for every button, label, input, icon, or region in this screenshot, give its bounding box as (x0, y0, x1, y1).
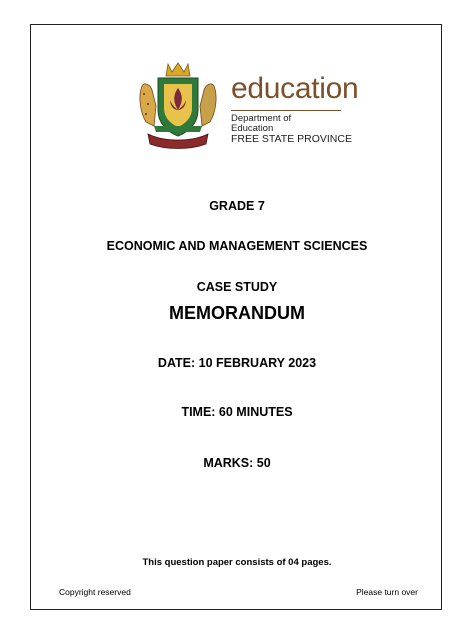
page-count-note: This question paper consists of 04 pages. (142, 557, 332, 568)
document-title: MEMORANDUM (169, 303, 305, 323)
copyright-footer: Copyright reserved (59, 587, 131, 597)
coat-of-arms-logo (134, 60, 222, 152)
department-line-2: Education (231, 123, 274, 134)
exam-time: TIME: 60 MINUTES (181, 405, 293, 419)
exam-date: DATE: 10 FEBRUARY 2023 (157, 356, 317, 370)
subject-heading: ECONOMIC AND MANAGEMENT SCIENCES (106, 239, 368, 253)
brand-wordmark: education (231, 72, 359, 105)
crown-icon (166, 63, 190, 76)
paper-type-heading: CASE STUDY (196, 280, 278, 294)
turn-over-footer: Please turn over (356, 587, 418, 597)
brand-divider (231, 110, 341, 111)
right-horse-icon (200, 84, 216, 126)
department-line-1: Department of (231, 113, 292, 124)
grade-heading: GRADE 7 (209, 199, 265, 213)
province-name: FREE STATE PROVINCE (231, 133, 352, 145)
exam-marks: MARKS: 50 (203, 456, 271, 470)
